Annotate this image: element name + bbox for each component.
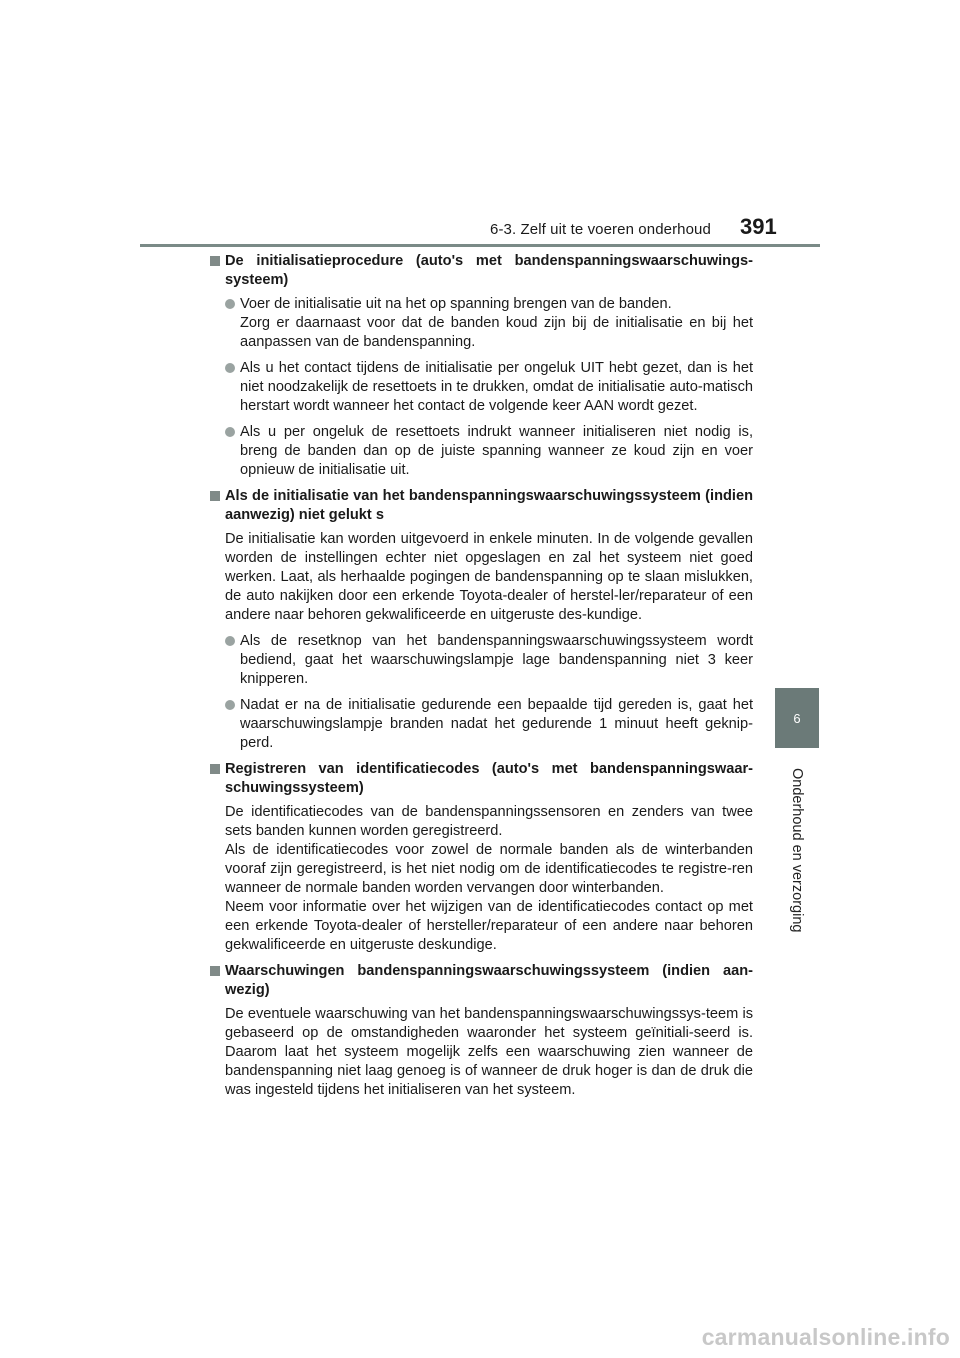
- section-paragraph: De eventuele waarschuwing van het bandenspanningswaarschuwingssys-teem is gebaseerd op de omstandigheden waaronder het systeem geïnitiali-seerd is. Daarom laat het systeem mogelijk zelfs een waarschuwing zien wanneer de bandenspanning niet laag genoeg is of wanneer de druk hoger is dan de druk die was ingesteld tijdens het initialiseren van het systeem.: [225, 1006, 753, 1098]
- watermark: carmanualsonline.info: [701, 1324, 950, 1350]
- list-item: [225, 632, 753, 689]
- chapter-tab: [775, 688, 819, 748]
- circle-bullet-icon: [225, 427, 235, 437]
- chapter-label-text: Onderhoud en verzorging: [789, 767, 805, 933]
- section-warnings: [210, 962, 753, 1100]
- circle-bullet-icon: [225, 299, 235, 309]
- circle-bullet-icon: [225, 363, 235, 373]
- square-bullet-icon: [210, 256, 220, 266]
- header-rule: [140, 244, 820, 247]
- page-header: [140, 0, 820, 248]
- section-heading: Registreren van identificatiecodes (auto's met bandenspanningswaar-schuwingssysteem): [225, 761, 753, 796]
- circle-bullet-icon: [225, 700, 235, 710]
- square-bullet-icon: [210, 966, 220, 976]
- list-item-text: Voer de initialisatie uit na het op spanning brengen van de banden. Zorg er daarnaast voor dat de banden koud zijn bij de initialisatie en bij het aanpassen van de bandenspanning.: [240, 296, 753, 350]
- section-heading: De initialisatieprocedure (auto's met bandenspanningswaarschuwings-systeem): [225, 253, 753, 288]
- list-item: [225, 423, 753, 480]
- section-initialization-failed: [210, 487, 753, 753]
- list-item: [225, 295, 753, 352]
- chapter-number: 6: [793, 710, 801, 726]
- section-paragraph: De initialisatie kan worden uitgevoerd in enkele minuten. In de volgende gevallen worden de instellingen echter niet opgeslagen en zal het systeem niet goed werken. Laat, als herhaalde pogingen de bandenspanning op te slaan mislukken, de auto nakijken door een erkende Toyota-dealer of herstel-ler/reparateur of een andere naar behoren gekwalificeerde en uitgeruste des-kundige.: [225, 531, 753, 623]
- page-number: 391: [740, 214, 777, 239]
- section-initialization: [210, 252, 753, 480]
- page-content: [210, 252, 753, 1107]
- square-bullet-icon: [210, 491, 220, 501]
- section-paragraph: De identificatiecodes van de bandenspanningssensoren en zenders van twee sets banden kunnen worden geregistreerd. Als de identificatiecodes voor zowel de normale banden als de winterbanden vooraf zijn geregistreerd, is het niet nodig om de identificatiecodes te registre-ren wanneer de normale banden worden vervangen door winterbanden. Neem voor informatie over het wijzigen van de identificatiecodes contact op met een erkende Toyota-dealer of hersteller/reparateur of een andere naar behoren gekwalificeerde en uitgeruste deskundige.: [225, 804, 753, 953]
- list-item-text: Nadat er na de initialisatie gedurende een bepaalde tijd gereden is, gaat het waarschuwingslampje branden nadat het gedurende 1 minuut heeft geknip-perd.: [240, 697, 753, 751]
- list-item-text: Als de resetknop van het bandenspanningswaarschuwingssysteem wordt bediend, gaat het waarschuwingslampje lage bandenspanning niet 3 keer knipperen.: [240, 633, 753, 687]
- chapter-label: [760, 760, 834, 940]
- section-register-codes: [210, 760, 753, 955]
- list-item-text: Als u per ongeluk de resettoets indrukt wanneer initialiseren niet nodig is, breng de banden dan op de juiste spanning wanneer ze koud zijn en voer opnieuw de initialisatie uit.: [240, 424, 753, 478]
- section-title: 6-3. Zelf uit te voeren onderhoud: [490, 221, 711, 238]
- list-item: [225, 359, 753, 416]
- section-heading: Als de initialisatie van het bandenspanningswaarschuwingssysteem (indien aanwezig) niet gelukt s: [225, 488, 753, 523]
- circle-bullet-icon: [225, 636, 235, 646]
- square-bullet-icon: [210, 764, 220, 774]
- list-item-text: Als u het contact tijdens de initialisatie per ongeluk UIT hebt gezet, dan is het niet noodzakelijk de resettoets in te drukken, omdat de initialisatie auto-matisch herstart wordt wanneer het contact de volgende keer AAN wordt gezet.: [240, 360, 753, 414]
- section-heading: Waarschuwingen bandenspanningswaarschuwingssysteem (indien aan-wezig): [225, 963, 753, 998]
- list-item: [225, 696, 753, 753]
